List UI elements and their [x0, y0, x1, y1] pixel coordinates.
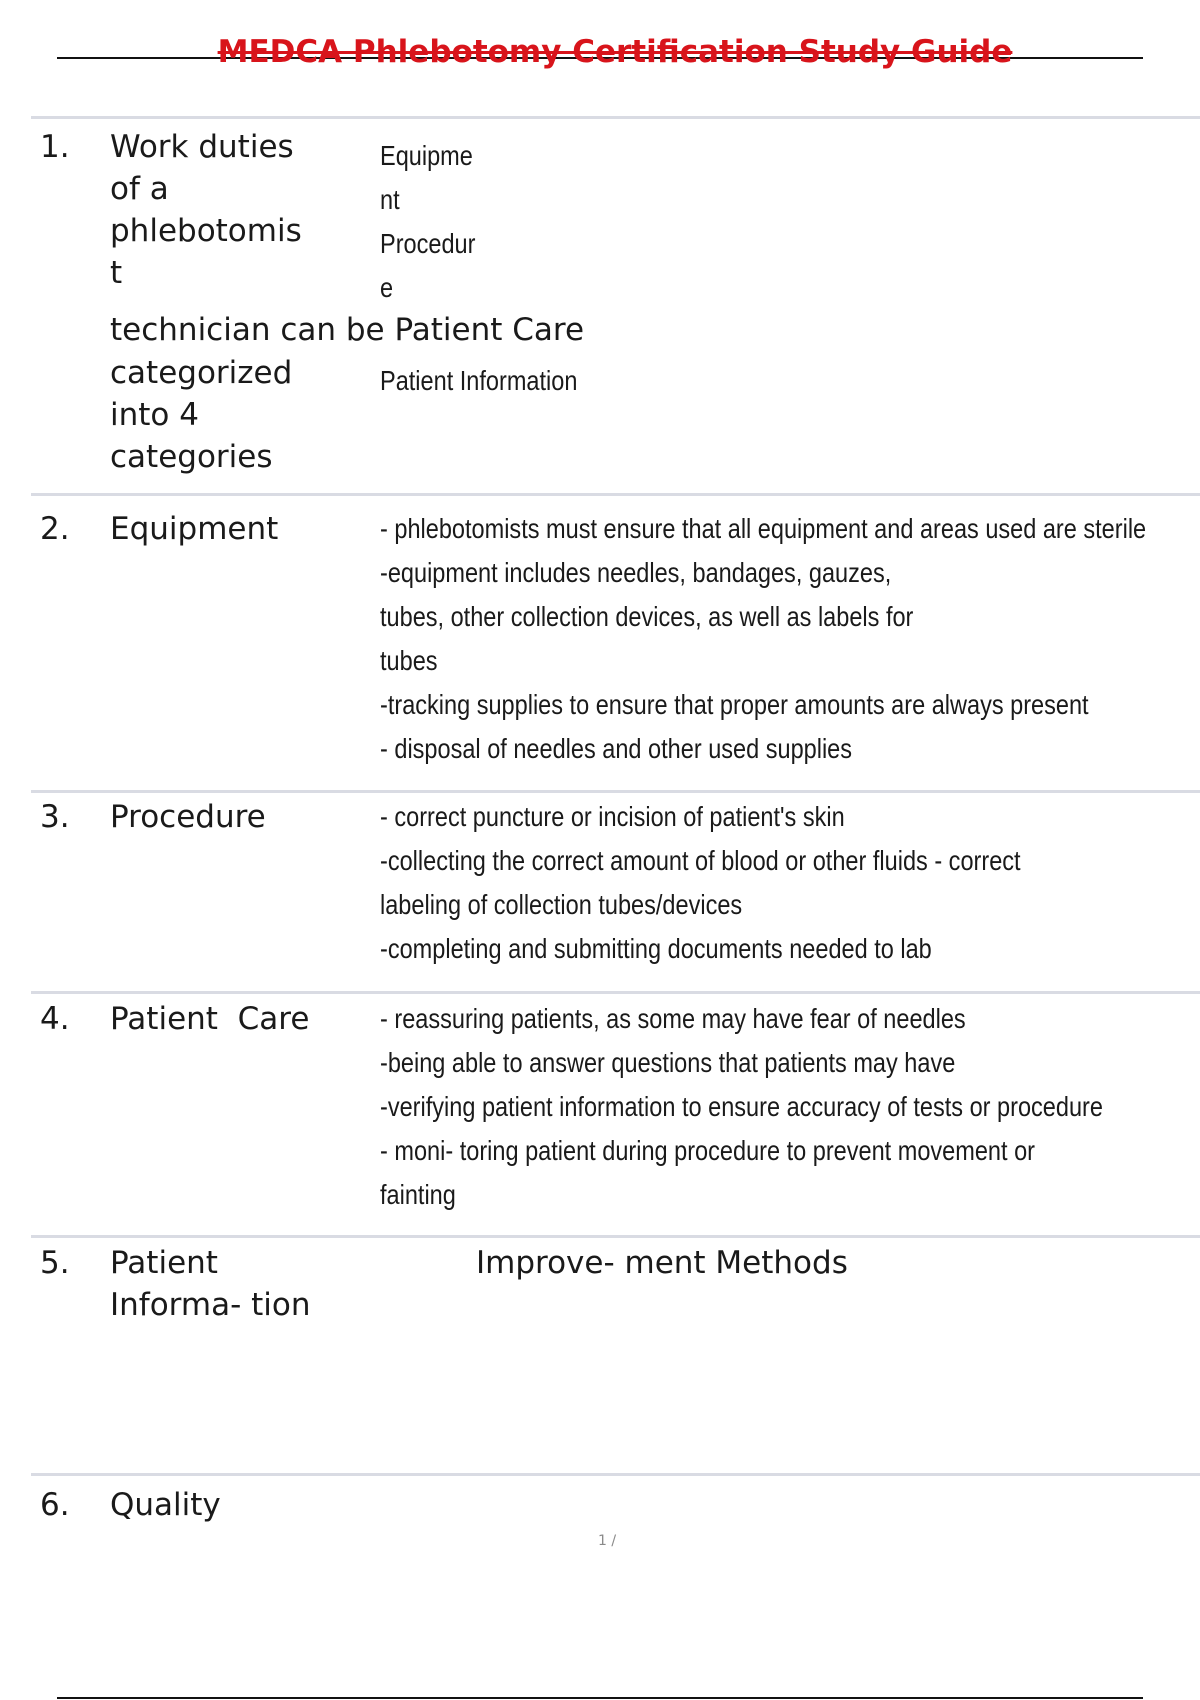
row-divider: [31, 790, 1200, 793]
row-divider: [31, 493, 1200, 496]
term-line: Informa- tion: [110, 1287, 311, 1323]
row-number: 3.: [40, 799, 70, 835]
row-term: [110, 1242, 311, 1326]
row-definition: [380, 134, 475, 310]
row-definition: [380, 507, 1146, 771]
page-number: 1 /: [598, 1533, 617, 1549]
term-line: t: [110, 255, 123, 291]
def-line: e: [380, 272, 394, 303]
def-line: - correct puncture or incision of patient's skin: [380, 801, 845, 832]
row-number: 4.: [40, 1001, 70, 1037]
def-line: - moni- toring patient during procedure to prevent movement or: [380, 1135, 1035, 1166]
def-line: tubes: [380, 645, 438, 676]
def-line: -collecting the correct amount of blood or other fluids - correct: [380, 845, 1021, 876]
def-line: -completing and submitting documents needed to lab: [380, 933, 932, 964]
row-number: 5.: [40, 1245, 70, 1281]
def-line: -equipment includes needles, bandages, gauzes,: [380, 557, 892, 588]
row-definition: [380, 997, 1103, 1217]
row-divider: [31, 991, 1200, 994]
row-term: Equipment: [110, 511, 279, 547]
term-line: into 4: [110, 397, 199, 433]
term-line: phlebotomis: [110, 213, 302, 249]
def-line: - disposal of needles and other used supplies: [380, 733, 853, 764]
row-term: [110, 126, 302, 294]
def-line: Procedur: [380, 228, 476, 259]
term-line: Work duties: [110, 129, 294, 165]
def-line: Patient Information: [380, 365, 578, 396]
term-line: categorized: [110, 355, 293, 391]
row-term: Patient Care: [110, 1001, 310, 1037]
def-line: -verifying patient information to ensure accuracy of tests or procedure: [380, 1091, 1103, 1122]
term-line: categories: [110, 439, 273, 475]
def-line: labeling of collection tubes/devices: [380, 889, 743, 920]
row-definition-after: [380, 359, 577, 403]
def-line: -tracking supplies to ensure that proper amounts are always present: [380, 689, 1089, 720]
term-line: of a: [110, 171, 169, 207]
row-definition: [380, 795, 1021, 971]
row-divider: [31, 116, 1200, 119]
term-line: Patient: [110, 1245, 218, 1281]
row-term: Quality: [110, 1487, 221, 1523]
row-divider: [31, 1473, 1200, 1476]
row-number: 6.: [40, 1487, 70, 1523]
def-line: nt: [380, 184, 400, 215]
def-line: tubes, other collection devices, as well as labels for: [380, 601, 914, 632]
row-number: 1.: [40, 129, 70, 165]
row-term: Procedure: [110, 799, 266, 835]
row-number: 2.: [40, 511, 70, 547]
row-definition: Improve- ment Methods: [476, 1245, 848, 1281]
def-line: -being able to answer questions that patients may have: [380, 1047, 956, 1078]
def-line: - phlebotomists must ensure that all equipment and areas used are sterile: [380, 513, 1147, 544]
row-term-rest: [110, 352, 292, 478]
def-line: - reassuring patients, as some may have fear of needles: [380, 1003, 966, 1034]
def-line: Equipme: [380, 140, 473, 171]
def-line: fainting: [380, 1179, 456, 1210]
row-divider: [31, 1235, 1200, 1238]
bottom-rule: [57, 1697, 1143, 1699]
page-title: MEDCA Phlebotomy Certification Study Guide: [217, 34, 1013, 70]
term-continuation: technician can be Patient Care: [110, 312, 585, 348]
